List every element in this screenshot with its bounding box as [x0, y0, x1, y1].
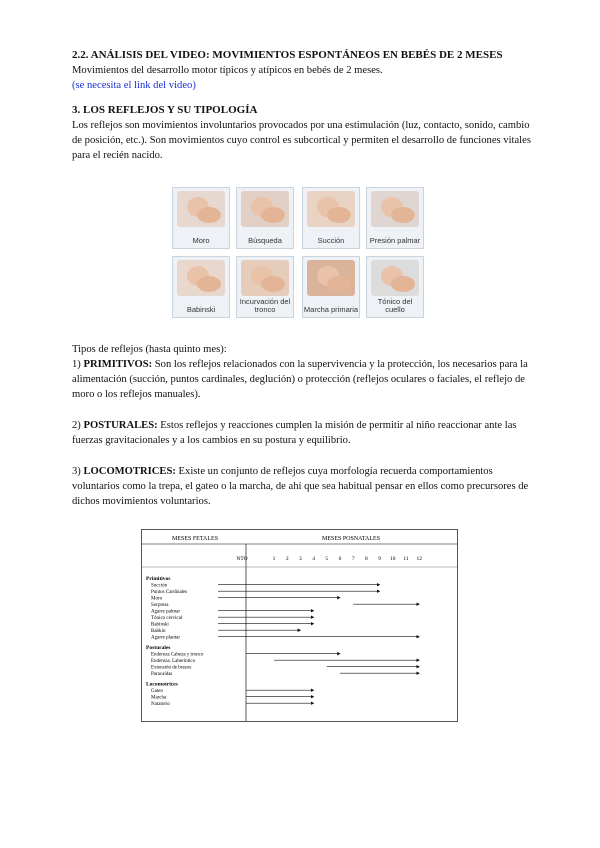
- chart-tick-label: 5: [325, 556, 329, 562]
- chart-group-label: Primitivos: [146, 576, 171, 582]
- reflex-timeline-svg: [142, 530, 457, 721]
- chart-tick-label: 6: [338, 556, 342, 562]
- chart-tick-label: 12: [416, 556, 422, 562]
- chart-row-label: Paracaídas: [151, 672, 173, 677]
- reflexes-intro: Los reflejos son movimientos involuntarios provocados por una estimulación (luz, contacto, sonido, cambio de posición, etc.). Son movimientos cuyo control es subcortical y permiten el desarrollo de funciones vitales para el recién nacido.: [72, 120, 531, 161]
- reflex-label: Marcha primaria: [303, 305, 359, 314]
- chart-row-label: Endereza. Laberíntico: [151, 659, 196, 664]
- chart-row-label: Agarre palmar: [151, 609, 181, 615]
- chart-row-label: Puntos Cardinales: [151, 590, 188, 595]
- reflex-card: [302, 187, 360, 249]
- type-primitivos: 1) PRIMITIVOS: Son los reflejos relacionados con la supervivencia y la protección, los necesarios para la alimentación (succión, puntos cardinales, deglución) o protección (reflejos oculares o faciales, el reflejo de moro o los reflejos manuales).: [72, 359, 528, 400]
- reflex-card: [172, 187, 230, 249]
- chart-row-label: Gateo: [151, 689, 163, 694]
- chart-group-label: Posturales: [146, 645, 171, 651]
- reflex-photo: [371, 191, 419, 227]
- chart-row-label: Moro: [151, 596, 163, 602]
- reflex-label: Tónico del cuello: [377, 297, 413, 314]
- type-locomotrices: 3) LOCOMOTRICES: Existe un conjunto de reflejos cuya morfología recuerda comportamientos voluntarios como la trepa, el gateo o la marcha, de ahí que sea habitual pensar en ellos como precursores de dichos movimientos voluntarios.: [72, 466, 529, 507]
- chart-tick-label: 3: [299, 556, 302, 562]
- reflex-card: [366, 256, 424, 318]
- reflex-card: [236, 256, 294, 318]
- section-subtitle: Movimientos del desarrollo motor típicos y atípicos en bebés de 2 meses.: [72, 65, 383, 76]
- reflex-photo: [177, 191, 225, 227]
- reflex-photo: [241, 260, 289, 296]
- video-link[interactable]: (se necesita el link del video): [72, 80, 196, 91]
- chart-row-label: Babinski: [151, 622, 169, 628]
- chart-row-label: Marcha: [151, 695, 167, 701]
- reflex-card: [302, 256, 360, 318]
- reflex-card: [366, 187, 424, 249]
- types-intro: Tipos de reflejos (hasta quinto mes):: [72, 344, 227, 355]
- chart-tick-label: 4: [312, 556, 315, 562]
- reflex-label: Presión palmar: [369, 236, 421, 245]
- reflex-image-grid: [172, 187, 424, 323]
- chart-row-label: Natatorio: [151, 702, 170, 707]
- reflex-label: Búsqueda: [248, 236, 282, 245]
- chart-row-label: Extensión de brazos: [151, 665, 192, 671]
- chart-tick-label: 10: [390, 556, 396, 562]
- chart-row-label: Endereza Cabeza y tronco: [151, 652, 204, 658]
- chart-row-label: Agarre plantar: [151, 635, 181, 641]
- reflex-types: [72, 342, 534, 509]
- reflexes-title: 3. LOS REFLEJOS Y SU TIPOLOGÍA: [72, 104, 258, 116]
- chart-row-label: Babkin: [151, 629, 166, 634]
- reflex-photo: [177, 260, 225, 296]
- chart-group-label: Locomotrices: [146, 681, 178, 688]
- reflex-photo: [371, 260, 419, 296]
- chart-header-right: MESES POSNATALES: [322, 536, 381, 542]
- reflex-timeline-chart: [141, 529, 458, 722]
- chart-header-left: MESES FETALES: [172, 536, 219, 542]
- reflex-photo: [307, 260, 355, 296]
- chart-tick-label: 9: [378, 556, 381, 562]
- reflex-photo: [307, 191, 355, 227]
- chart-tick-label: 11: [403, 556, 409, 562]
- chart-row-label: Tónico cervical: [151, 616, 183, 621]
- reflex-card: [236, 187, 294, 249]
- chart-row-label: Succión: [151, 583, 168, 589]
- chart-tick-label: 1: [272, 556, 276, 562]
- reflex-label: Babinski: [186, 305, 216, 314]
- reflex-photo: [241, 191, 289, 227]
- section-title: 2.2. ANÁLISIS DEL VIDEO: MOVIMIENTOS ESPONTÁNEOS EN BEBÉS DE 2 MESES: [72, 49, 503, 61]
- chart-tick-label: NTO: [236, 556, 248, 562]
- type-posturales: 2) POSTURALES: Estos reflejos y reacciones cumplen la misión de permitir al niño reaccionar ante las fuerzas gravitacionales y a los cambios en su postura y equilibrio.: [72, 420, 517, 446]
- chart-tick-label: 7: [351, 556, 355, 562]
- chart-row-label: Sorpresa: [151, 603, 169, 608]
- reflex-card: [172, 256, 230, 318]
- reflex-label: Incurvación del tronco: [239, 297, 291, 314]
- reflex-label: Succión: [317, 236, 345, 245]
- chart-tick-label: 8: [365, 556, 368, 562]
- document-body: [72, 48, 534, 163]
- reflex-label: Moro: [192, 236, 210, 245]
- chart-tick-label: 2: [285, 556, 289, 562]
